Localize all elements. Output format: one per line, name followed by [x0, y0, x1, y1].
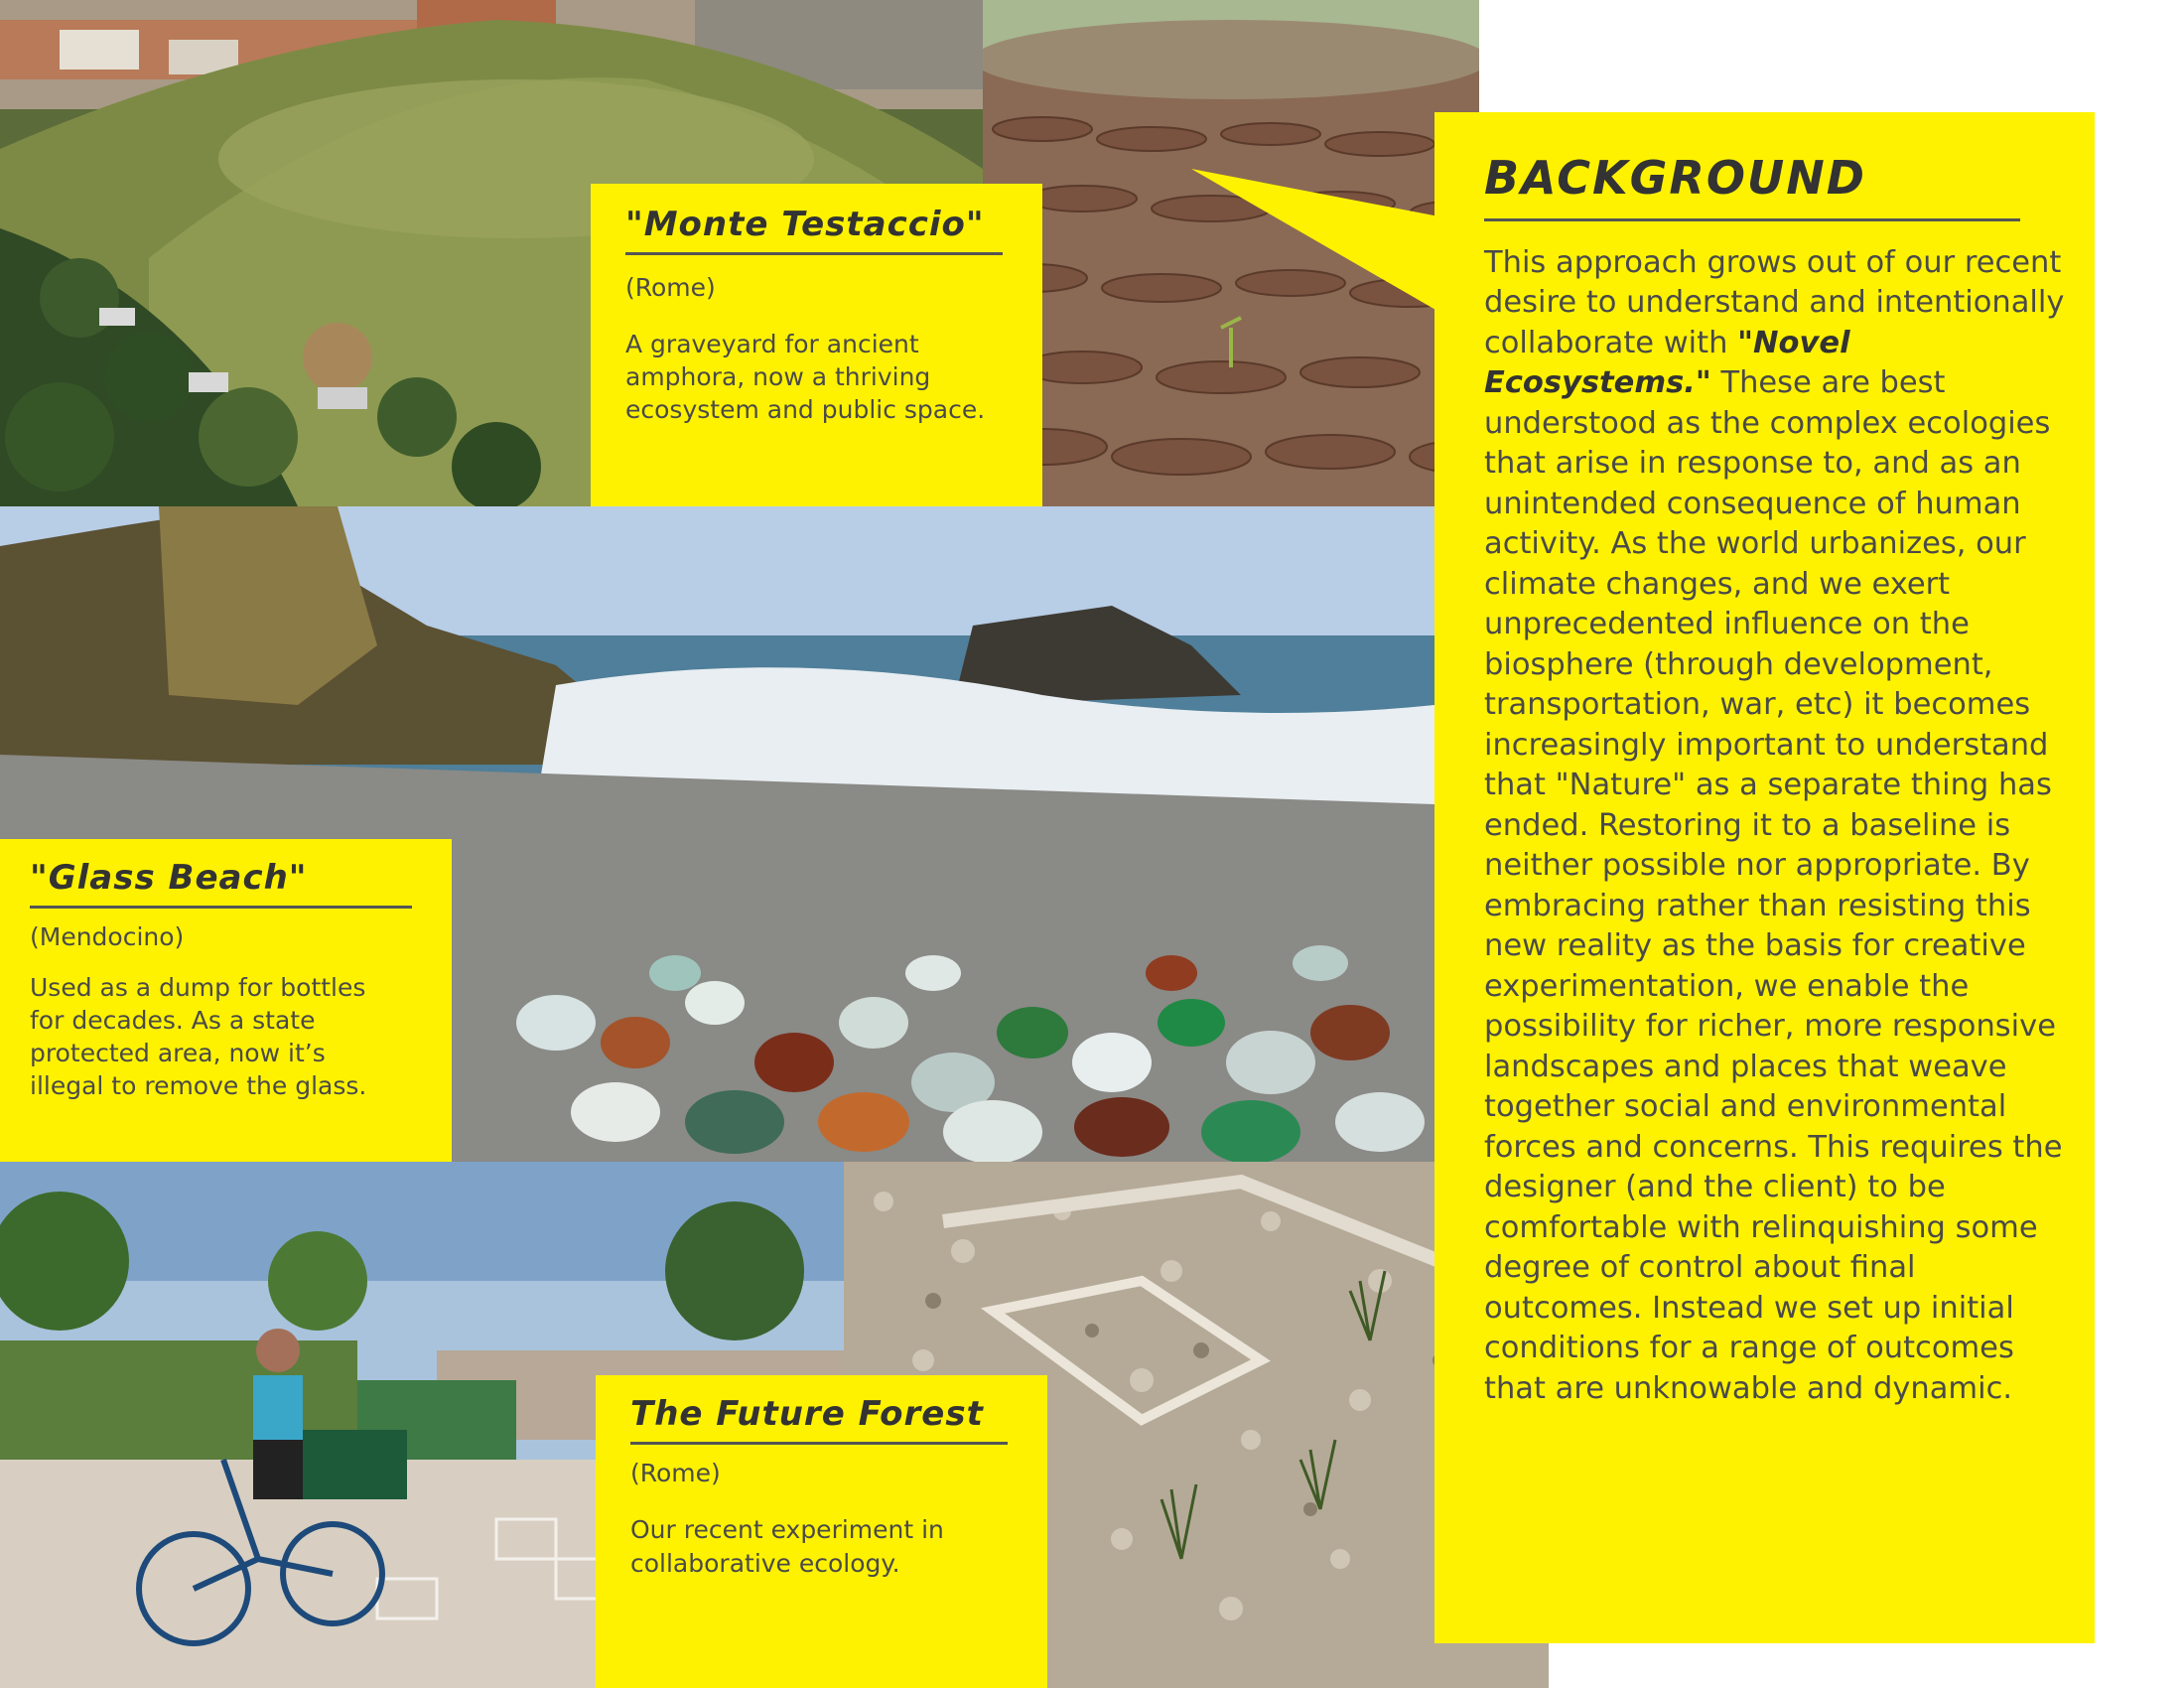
glass-beach-description: Used as a dump for bottles for decades. As a state protected area, now it’s illegal to remove the glass. [30, 973, 367, 1101]
background-text-before: This approach grows out of our recent desire to understand and intentionally collaborate with [1484, 244, 2065, 360]
novel-ecosystems-emphasis: "Novel Ecosystems." [1484, 325, 1850, 401]
monte-testaccio-description: A graveyard for ancient amphora, now a thriving ecosystem and public space. [625, 330, 986, 425]
monte-testaccio-caption [591, 184, 1042, 506]
future-forest-location: (Rome) [630, 1459, 721, 1488]
background-panel [1434, 112, 2095, 1643]
glass-beach-caption [0, 839, 452, 1162]
glass-beach-location: (Mendocino) [30, 922, 185, 952]
background-body [1484, 243, 2070, 1410]
monte-testaccio-location: (Rome) [625, 273, 716, 303]
future-forest-description: Our recent experiment in collaborative ecology. [630, 1515, 944, 1579]
background-title: BACKGROUND [1484, 152, 2020, 221]
future-forest-title: The Future Forest [630, 1395, 1008, 1445]
background-text-after: These are best understood as the complex ecologies that arise in response to, and as an unintended consequence of human activity. As the world urbanizes, our climate changes, and we exert unprecedented influence on the biosphere (through development, transportation, war, etc) it becomes increasingly important to understand that "Nature" as a separate thing has ended. Restoring it to a baseline is neither possible nor appropriate. By embracing rather than resisting this new reality as the basis for creative experimentation, we enable the possibility for richer, more responsive landscapes and places that weave together social and environmental forces and concerns. This requires the designer (and the client) to be comfortable with relinquishing some degree of control about final outcomes. Instead we set up initial conditions for a range of outcomes that are unknowable and dynamic. [1484, 365, 2063, 1406]
future-forest-caption [596, 1375, 1047, 1688]
monte-testaccio-title: "Monte Testaccio" [625, 206, 1003, 255]
callout-pointer [1191, 159, 1449, 318]
glass-beach-title: "Glass Beach" [30, 859, 412, 909]
